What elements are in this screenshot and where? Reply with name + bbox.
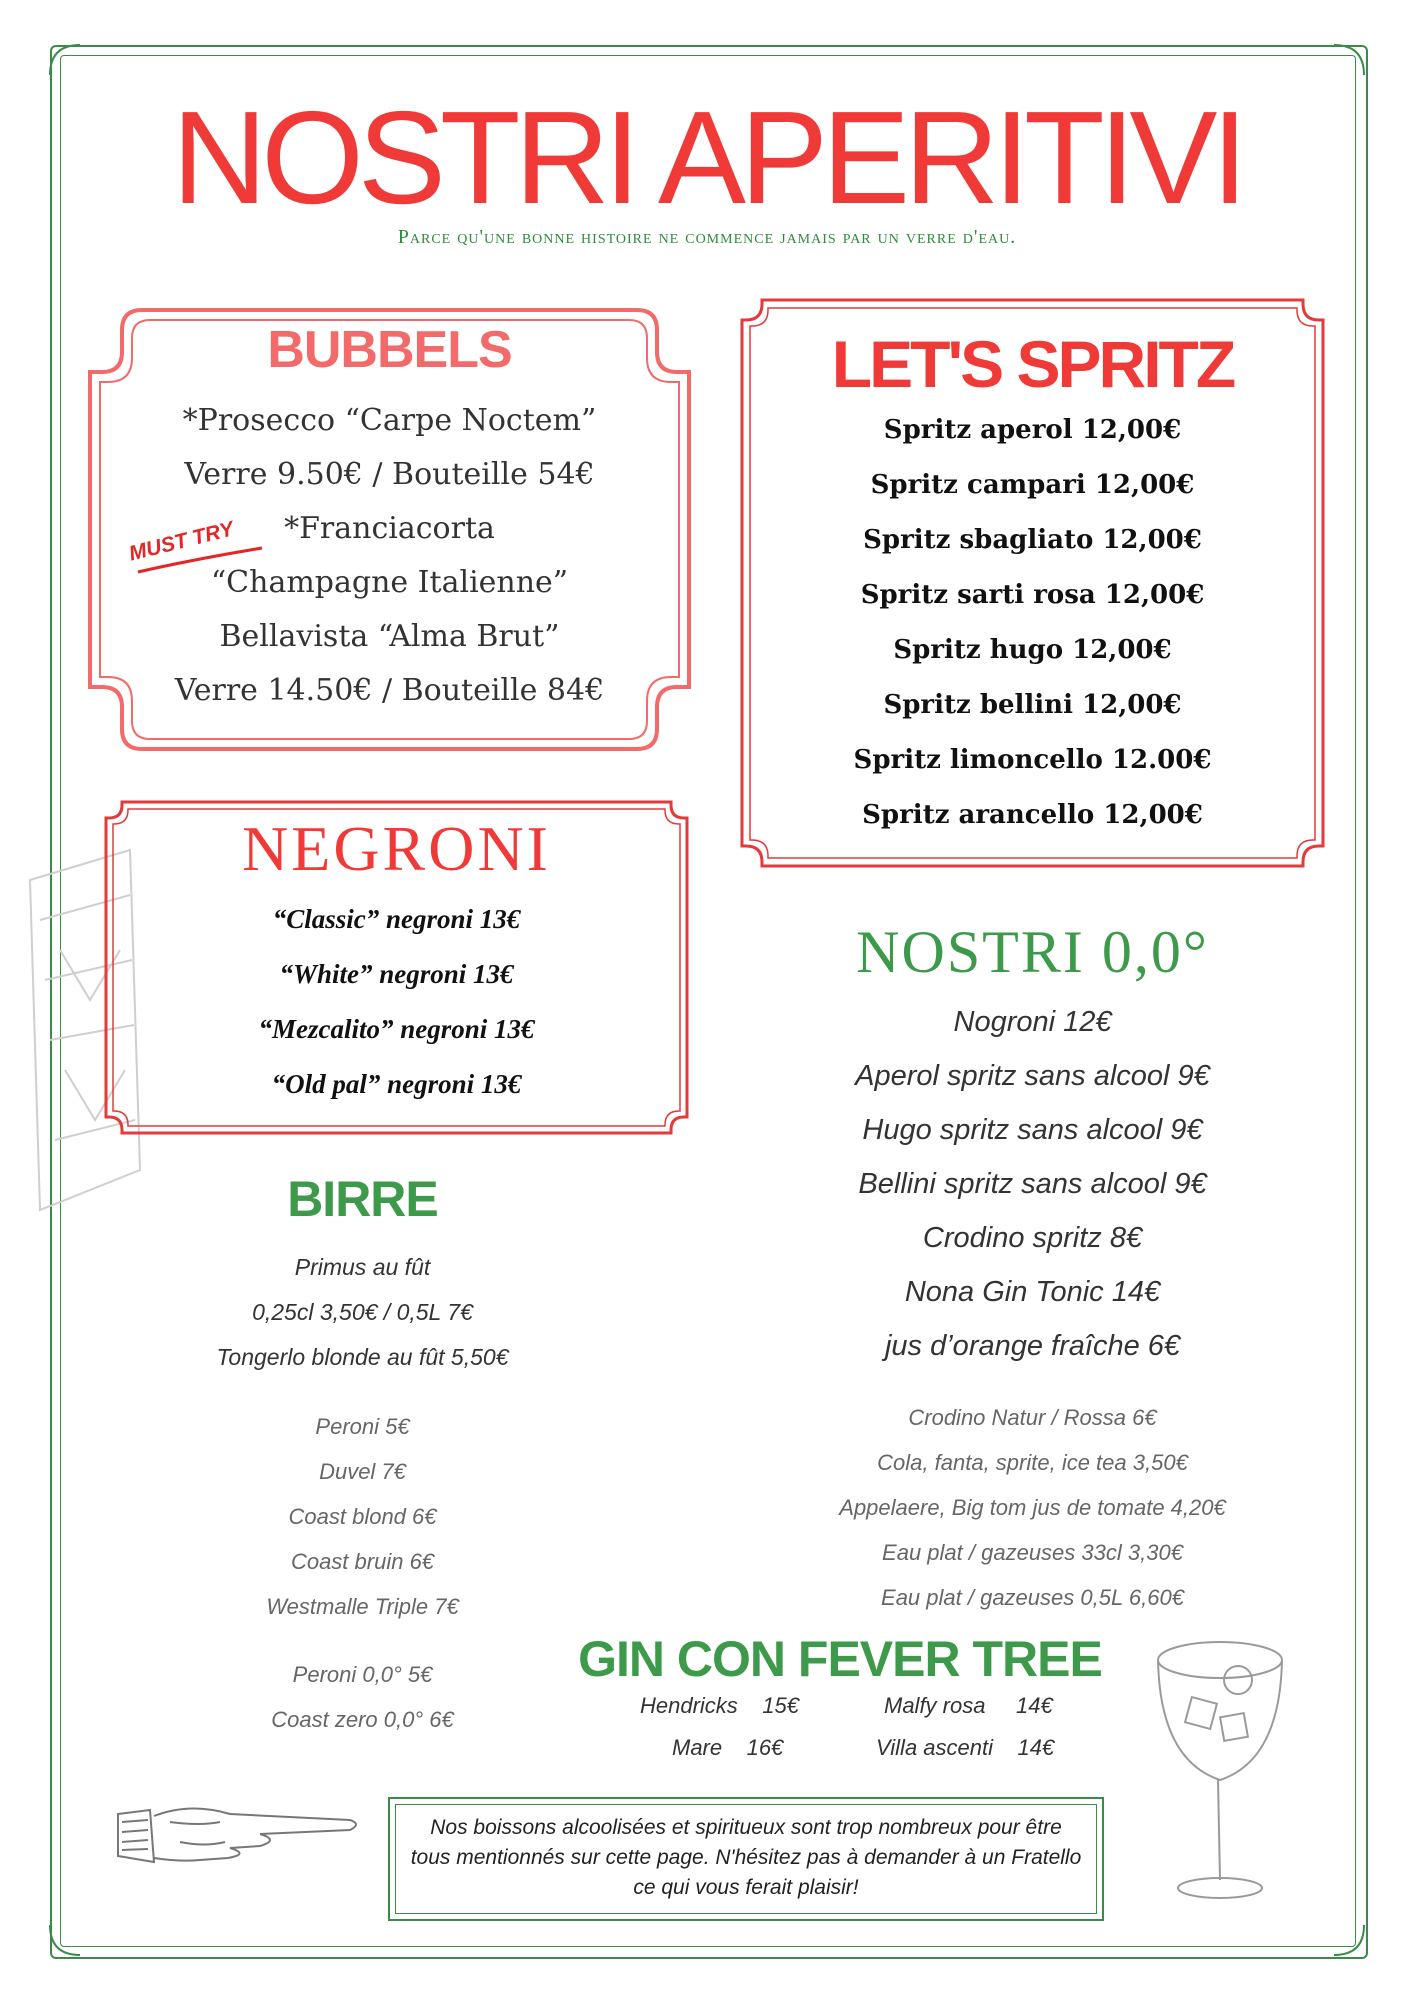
gin-item bbox=[876, 1735, 1054, 1761]
birre-heading: BIRRE bbox=[287, 1171, 438, 1227]
gin-heading: GIN CON FEVER TREE bbox=[578, 1631, 1102, 1687]
spritz-item: Spritz campari 12,00€ bbox=[870, 470, 1195, 500]
spritz-item: Spritz bellini 12,00€ bbox=[883, 690, 1182, 720]
gin-item-name: Hendricks bbox=[640, 1693, 738, 1718]
gin-item-price: 14€ bbox=[1016, 1693, 1053, 1718]
birre-alcohol-free-list bbox=[100, 1652, 625, 1742]
nostri-zero-item: jus d’orange fraîche 6€ bbox=[884, 1330, 1181, 1362]
spritz-item: Spritz aperol 12,00€ bbox=[883, 415, 1182, 445]
negroni-item: “Mezcalito” negroni 13€ bbox=[258, 1014, 535, 1044]
spritz-section bbox=[740, 298, 1325, 868]
negroni-heading: NEGRONI bbox=[242, 813, 551, 884]
soft-item: Crodino Natur / Rossa 6€ bbox=[908, 1405, 1157, 1430]
bubbels-line: Verre 14.50€ / Bouteille 84€ bbox=[174, 673, 605, 708]
must-try-underline bbox=[130, 540, 270, 580]
beer-item: Coast bruin 6€ bbox=[290, 1549, 435, 1574]
nostri-zero-heading: NOSTRI 0,0° bbox=[856, 919, 1209, 985]
spritz-item: Spritz arancello 12,00€ bbox=[862, 800, 1203, 830]
spritz-item: Spritz hugo 12,00€ bbox=[893, 635, 1172, 665]
pointing-hand-icon bbox=[110, 1792, 370, 1872]
bubbels-line: Verre 9.50€ / Bouteille 54€ bbox=[184, 457, 595, 492]
nostri-zero-list bbox=[740, 995, 1325, 1373]
must-try-badge: MUST TRY bbox=[126, 517, 237, 566]
nostri-zero-item: Bellini spritz sans alcool 9€ bbox=[858, 1168, 1207, 1200]
nostri-zero-item: Crodino spritz 8€ bbox=[922, 1222, 1143, 1254]
soft-item: Appelaere, Big tom jus de tomate 4,20€ bbox=[839, 1495, 1226, 1520]
gin-item bbox=[640, 1693, 799, 1719]
negroni-item: “White” negroni 13€ bbox=[279, 959, 514, 989]
gin-item-name: Malfy rosa bbox=[884, 1693, 986, 1718]
gin-item-price: 16€ bbox=[746, 1735, 784, 1760]
page-title: NOSTRI APERITIVI bbox=[171, 84, 1243, 231]
bubbels-section bbox=[82, 302, 697, 757]
beer-item: Peroni 0,0° 5€ bbox=[292, 1662, 433, 1687]
bubbels-line: *Franciacorta bbox=[284, 511, 495, 546]
gin-item-name: Villa ascenti bbox=[876, 1735, 993, 1760]
nostri-zero-item: Aperol spritz sans alcool 9€ bbox=[855, 1060, 1210, 1092]
spritz-item: Spritz sbagliato 12,00€ bbox=[863, 525, 1202, 555]
birre-draft-list bbox=[100, 1245, 625, 1380]
bubbels-line: “Champagne Italienne” bbox=[210, 565, 569, 600]
bubbels-line: *Prosecco “Carpe Noctem” bbox=[182, 403, 597, 438]
soft-item: Eau plat / gazeuses 33cl 3,30€ bbox=[882, 1540, 1183, 1565]
negroni-item: “Old pal” negroni 13€ bbox=[271, 1069, 522, 1099]
gin-item-price: 15€ bbox=[762, 1693, 799, 1718]
beer-item: Duvel 7€ bbox=[319, 1459, 406, 1484]
gin-item-price: 14€ bbox=[1017, 1735, 1055, 1760]
birre-bottle-list bbox=[100, 1404, 625, 1629]
soft-item: Cola, fanta, sprite, ice tea 3,50€ bbox=[877, 1450, 1188, 1475]
negroni-section bbox=[104, 800, 689, 1135]
nostri-zero-item: Nona Gin Tonic 14€ bbox=[904, 1276, 1161, 1308]
bubbels-heading: BUBBELS bbox=[267, 321, 512, 379]
soft-item: Eau plat / gazeuses 0,5L 6,60€ bbox=[881, 1585, 1184, 1610]
beer-item: 0,25cl 3,50€ / 0,5L 7€ bbox=[252, 1299, 473, 1325]
spritz-heading: LET'S SPRITZ bbox=[831, 327, 1234, 401]
note-box bbox=[388, 1797, 1104, 1921]
tagline: Parce qu'une bonne histoire ne commence jamais par un verre d'eau. bbox=[397, 226, 1017, 248]
note-text: Nos boissons alcoolisées et spiritueux sont trop nombreux pour être tous mentionnés sur cette page. N'hésitez pas à demander à un Fratello ce qui vous ferait plaisir! bbox=[410, 1816, 1082, 1899]
negroni-list bbox=[104, 892, 689, 1112]
gin-glass-icon bbox=[1140, 1620, 1300, 1920]
nostri-zero-item: Nogroni 12€ bbox=[953, 1006, 1112, 1038]
beer-item: Tongerlo blonde au fût 5,50€ bbox=[216, 1344, 509, 1370]
bubbels-line: Bellavista “Alma Brut” bbox=[219, 619, 560, 654]
nostri-zero-item: Hugo spritz sans alcool 9€ bbox=[862, 1114, 1203, 1146]
spritz-item: Spritz limoncello 12.00€ bbox=[853, 745, 1212, 775]
gin-item-name: Mare bbox=[672, 1735, 723, 1760]
beer-item: Coast zero 0,0° 6€ bbox=[271, 1707, 454, 1732]
gin-item bbox=[672, 1735, 783, 1761]
beer-item: Westmalle Triple 7€ bbox=[266, 1594, 459, 1619]
spritz-list bbox=[740, 403, 1325, 843]
beer-item: Coast blond 6€ bbox=[288, 1504, 437, 1529]
softs-list bbox=[740, 1395, 1325, 1620]
beer-item: Peroni 5€ bbox=[315, 1414, 410, 1439]
gin-item bbox=[884, 1693, 1053, 1719]
beer-item: Primus au fût bbox=[294, 1254, 431, 1280]
spritz-item: Spritz sarti rosa 12,00€ bbox=[860, 580, 1205, 610]
negroni-item: “Classic” negroni 13€ bbox=[272, 904, 521, 934]
